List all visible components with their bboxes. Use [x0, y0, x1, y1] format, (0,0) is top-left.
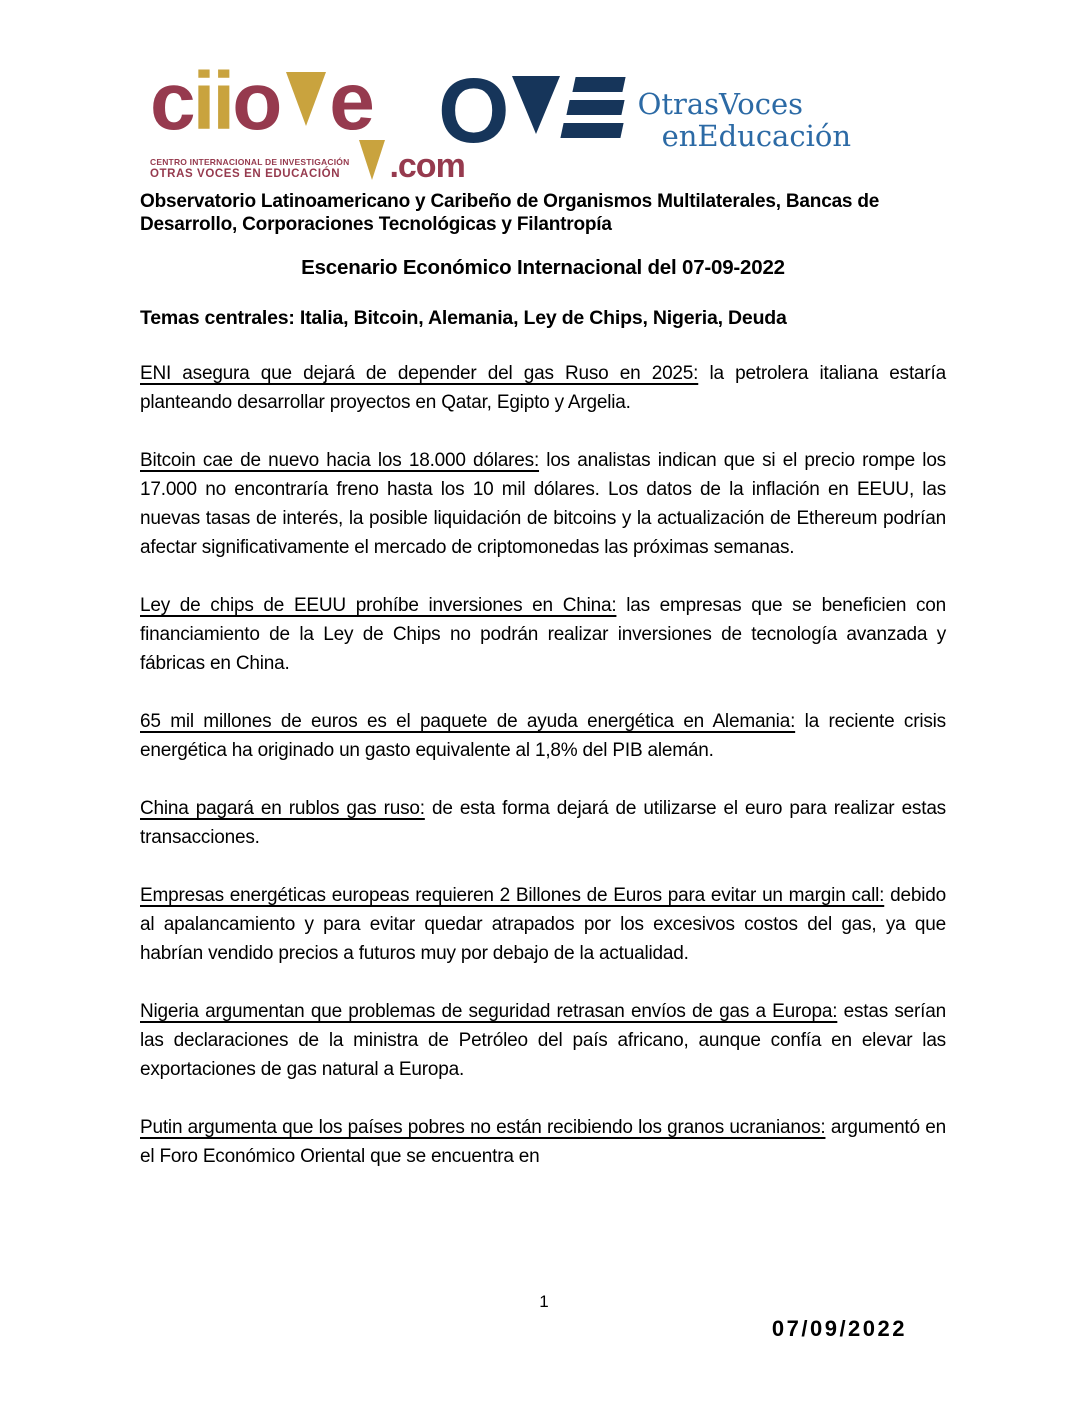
- news-paragraph: [140, 997, 946, 1084]
- topics-heading: Temas centrales: Italia, Bitcoin, Alemania, Ley de Chips, Nigeria, Deuda: [140, 307, 787, 329]
- paragraph-lead: 65 mil millones de euros es el paquete de ayuda energética en Alemania:: [140, 711, 796, 732]
- paragraph-lead: ENI asegura que dejará de depender del gas Ruso en 2025:: [140, 363, 699, 384]
- ciiove-wordmark: [150, 56, 400, 147]
- paragraph-body: la petrolera italiana estaría planteando desarrollar proyectos en Qatar, Egipto y Argelia.: [140, 363, 946, 413]
- paragraph-lead: Empresas energéticas europeas requieren 2 Billones de Euros para evitar un margin call:: [140, 885, 885, 906]
- news-paragraph: [140, 1113, 946, 1171]
- paragraph-body: las empresas que se beneficien con financiamiento de la Ley de Chips no podrán realizar inversiones de tecnología avanzada y fábricas en China.: [140, 595, 946, 674]
- paragraph-body: la reciente crisis energética ha originado un gasto equivalente al 1,8% del PIB alemán.: [140, 711, 946, 761]
- news-paragraph: [140, 591, 946, 678]
- ove-wordmark-line1: OtrasVoces: [637, 87, 804, 121]
- news-paragraph: [140, 359, 946, 417]
- paragraph-body: estas serían las declaraciones de la ministra de Petróleo del país africano, aunque confía en elevar las exportaciones de gas natural a Europa.: [140, 1001, 946, 1080]
- paragraph-body: debido al apalancamiento y para evitar quedar atrapados por los excesivos costos del gas, ya que habrían vendido precios a futuros muy por debajo de la actualidad.: [140, 885, 946, 964]
- footer-date: 07/09/2022: [771, 1316, 907, 1341]
- news-paragraph: [140, 794, 946, 852]
- ove-logo: [438, 60, 851, 162]
- ciiove-tagline: [150, 157, 349, 180]
- ciiove-tagline-line2: OTRAS VOCES EN EDUCACIÓN: [150, 167, 341, 180]
- ove-v-triangle-icon: [512, 76, 560, 134]
- organization-heading: Observatorio Latinoamericano y Caribeño de Organismos Multilaterales, Bancas de Desarrollo, Corporaciones Tecnológicas y Filantropía: [140, 191, 880, 235]
- paragraph-lead: China pagará en rublos gas ruso:: [140, 798, 425, 819]
- document-content: [140, 190, 946, 1171]
- ciiove-tagline-line1: CENTRO INTERNACIONAL DE INVESTIGACIÓN: [150, 156, 350, 167]
- logo-header: [150, 56, 851, 185]
- ciiove-letters-ii: ii: [192, 56, 233, 147]
- news-paragraph: [140, 707, 946, 765]
- ciiove-letter-o: o: [232, 56, 280, 147]
- ciiove-com-label: .com: [389, 146, 465, 185]
- ove-letter-o: O: [438, 60, 508, 162]
- ove-wordmark: [638, 88, 851, 153]
- paragraph-lead: Putin argumenta que los países pobres no están recibiendo los granos ucranianos:: [140, 1117, 826, 1138]
- ove-wordmark-line2: enEducación: [661, 119, 851, 154]
- ove-monogram: [438, 60, 626, 162]
- ciiove-v-lower-triangle-icon: [359, 140, 385, 180]
- paragraph-lead: Bitcoin cae de nuevo hacia los 18.000 dólares:: [140, 450, 540, 471]
- ove-e-bars-icon: [562, 77, 626, 138]
- news-paragraph: [140, 881, 946, 968]
- paragraph-body: los analistas indican que si el precio rompe los 17.000 no encontraría freno hasta los 10 mil dólares. Los datos de la inflación en EEUU, las nuevas tasas de interés, la posible liquidación de bitcoins y la actualización de Ethereum podrían afectar significativamente el mercado de criptomonedas las próximas semanas.: [140, 450, 946, 558]
- ciiove-v-triangle-icon: [286, 72, 326, 126]
- paragraph-body: argumentó en el Foro Económico Oriental que se encuentra en: [140, 1117, 946, 1167]
- news-paragraph: [140, 446, 946, 562]
- ciiove-logo: [150, 56, 465, 185]
- ciiove-letter-c: c: [150, 56, 193, 147]
- page-title: Escenario Económico Internacional del 07-09-2022: [301, 256, 785, 279]
- paragraph-lead: Nigeria argumentan que problemas de seguridad retrasan envíos de gas a Europa:: [140, 1001, 838, 1022]
- ciiove-letter-e: e: [329, 56, 372, 147]
- paragraph-lead: Ley de chips de EEUU prohíbe inversiones en China:: [140, 595, 617, 616]
- paragraph-body: de esta forma dejará de utilizarse el euro para realizar estas transacciones.: [140, 798, 946, 848]
- page-number: 1: [539, 1292, 549, 1311]
